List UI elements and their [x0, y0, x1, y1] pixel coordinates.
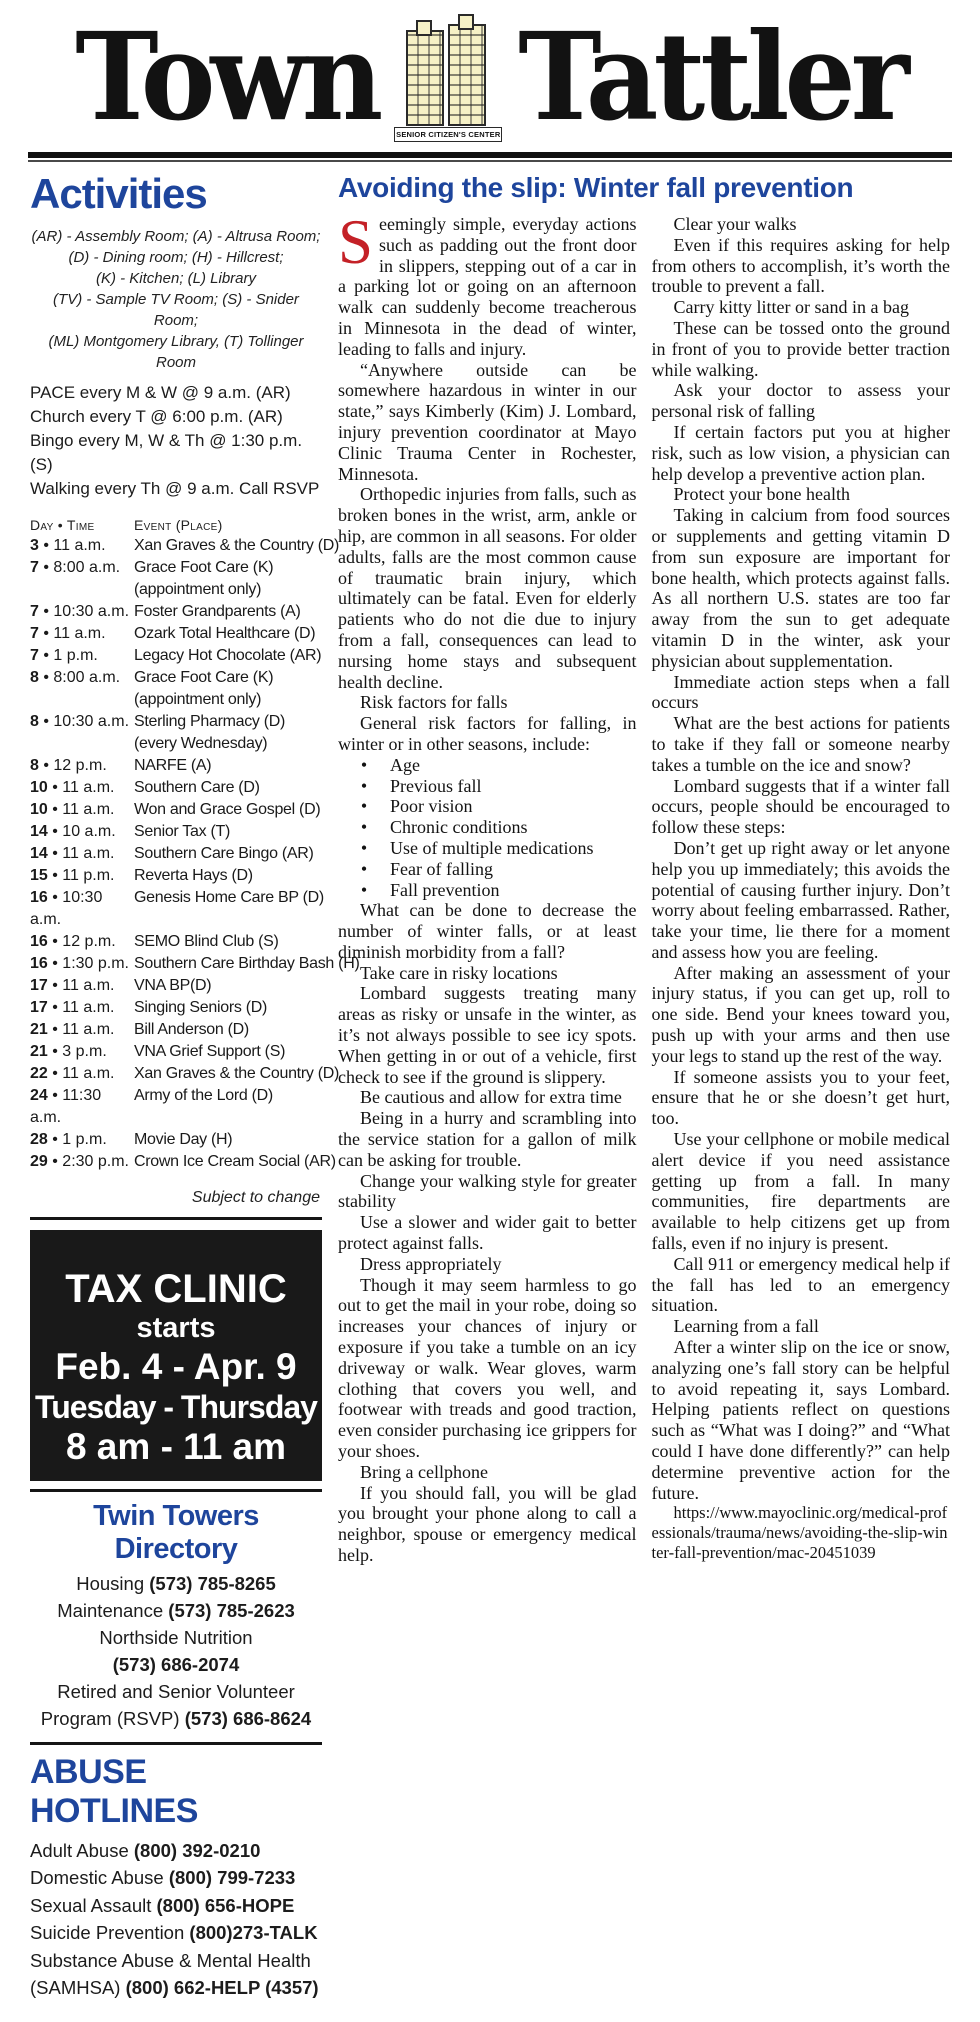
- legend-line: (K) - Kitchen; (L) Library: [95, 270, 257, 287]
- masthead-title-left: Town: [75, 6, 379, 149]
- table-row: [30, 975, 322, 997]
- schedule-header-daytime: Day • Time: [30, 517, 95, 533]
- directory-lines: [30, 1570, 322, 1732]
- cell-day-time: 29 • 2:30 p.m.: [30, 1153, 129, 1170]
- table-row: [30, 601, 322, 623]
- paragraph: Take care in risky locations: [360, 962, 558, 983]
- paragraph: Orthopedic injuries from falls, such as broken bones in the wrist, arm, ankle or hip, are common in all seasons. For older adults, falls are the most common cause of traumatic brain injury, which ultimately can be fatal. Even for elderly patients who do not die due to injury from a fall, consequences can lead to nursing home stays and subsequent health decline.: [338, 484, 637, 692]
- cell-day-time: 22 • 11 a.m.: [30, 1065, 115, 1082]
- paragraph: General risk factors for falling, in winter or in other seasons, include:: [338, 713, 637, 754]
- legend-line: (AR) - Assembly Room; (A) - Altrusa Room;: [31, 228, 321, 245]
- list-item: Northside Nutrition: [99, 1626, 253, 1648]
- bullet-item: • Chronic conditions: [360, 817, 528, 838]
- subject-to-change-note: Subject to change: [191, 1189, 320, 1206]
- cell-event: Reverta Hays (D): [134, 867, 253, 884]
- table-row: [30, 1063, 340, 1085]
- table-row: [30, 931, 322, 953]
- table-row: [30, 667, 322, 689]
- article-title: Avoiding the slip: Winter fall prevention: [338, 172, 854, 203]
- article: [338, 168, 950, 2002]
- paragraph: Lombard suggests treating many areas as risky or unsafe in the winter, as it’s not always possible to see icy spots. When getting in or out of a vehicle, first check to see if the ground is slippery.: [338, 983, 637, 1087]
- directory-section: [30, 1500, 322, 1732]
- twin-towers-icon: [392, 14, 504, 142]
- schedule-header-event: Event (Place): [134, 517, 223, 533]
- drop-cap: S: [338, 207, 374, 277]
- table-row: [30, 777, 322, 799]
- paragraph: If someone assists you to your feet, ensure that he or she doesn’t get hurt, too.: [651, 1066, 950, 1129]
- tax-clinic-line: Feb. 4 - Apr. 9: [55, 1346, 297, 1388]
- schedule-rows: [30, 535, 360, 1173]
- article-column-2: [652, 214, 951, 1566]
- cell-event: (appointment only): [134, 581, 262, 598]
- cell-event: Grace Foot Care (K): [134, 669, 274, 686]
- tax-clinic-box: [30, 1230, 322, 1481]
- paragraph: Even if this requires asking for help from others to accomplish, it’s worth the trouble to prevent a fall.: [651, 234, 950, 297]
- activities-recurring: [30, 381, 322, 501]
- cell-event: Foster Grandparents (A): [134, 603, 301, 620]
- bullet-item: • Age: [360, 754, 420, 775]
- masthead-title-right: Tattler: [518, 6, 905, 149]
- article-columns: [338, 207, 950, 1566]
- cell-day-time: 7 • 1 p.m.: [30, 647, 98, 664]
- cell-event: (every Wednesday): [134, 735, 268, 752]
- table-row: [30, 557, 322, 579]
- cell-day-time: [30, 579, 134, 601]
- list-item: Maintenance (573) 785-2623: [57, 1599, 295, 1621]
- paragraph: Bring a cellphone: [360, 1461, 488, 1482]
- list-item: Housing (573) 785-8265: [76, 1572, 276, 1594]
- paragraph: Risk factors for falls: [360, 692, 508, 713]
- legend-line: (ML) Montgomery Library, (T) Tollinger Room: [48, 333, 304, 371]
- paragraph: Though it may seem harmless to go out to get the mail in your robe, doing so increases your chances of injury or exposure if you take a tumble on an icy driveway or walk. Wear gloves, warm clothing that covers you well, and footwear with treads and good traction, even consider purchasing ice grippers for your shoes.: [338, 1274, 637, 1462]
- cell-day-time: [30, 733, 134, 755]
- paragraph: Be cautious and allow for extra time: [360, 1087, 622, 1108]
- cell-day-time: 8 • 10:30 a.m.: [30, 713, 130, 730]
- table-row: [30, 887, 322, 931]
- bullet-item: • Use of multiple medications: [360, 837, 594, 858]
- tax-clinic-line: 8 am - 11 am: [65, 1426, 287, 1468]
- sidebar: [30, 168, 360, 2002]
- bullet-item: • Poor vision: [360, 796, 473, 817]
- paragraph: These can be tossed onto the ground in front of you to provide better traction while walking.: [651, 317, 950, 380]
- tower-left-icon: [406, 30, 444, 126]
- activities-legend: [30, 226, 322, 373]
- recurring-line: PACE every M & W @ 9 a.m. (AR): [30, 383, 291, 402]
- paragraph: “Anywhere outside can be somewhere hazardous in winter in our state,” says Kimberly (Kim) J. Lombard, injury prevention coordinator at Mayo Clinic Trauma Center in Rochester, Minnesota.: [338, 359, 637, 484]
- paragraph: If you should fall, you will be glad you brought your phone along to call a neighbor, spouse or emergency medical help.: [338, 1482, 637, 1565]
- cell-day-time: 10 • 11 a.m.: [30, 801, 115, 818]
- paragraph: Seemingly simple, everyday actions such as padding out the front door in slippers, stepping out of a car in a parking lot or going on an afternoon walk can suddenly become treacherous in Minnesota in the dead of winter, leading to falls and injury.: [338, 207, 637, 359]
- section-divider: [30, 1217, 322, 1220]
- recurring-line: Church every T @ 6:00 p.m. (AR): [30, 407, 283, 426]
- cell-event: Ozark Total Healthcare (D): [134, 625, 316, 642]
- cell-event: (appointment only): [134, 691, 262, 708]
- paragraph: Protect your bone health: [673, 484, 850, 505]
- tower-right-icon: [448, 24, 486, 126]
- cell-event: Grace Foot Care (K): [134, 559, 274, 576]
- cell-day-time: 21 • 3 p.m.: [30, 1043, 107, 1060]
- table-row: [30, 579, 322, 601]
- cell-day-time: 24 • 11:30 a.m.: [30, 1087, 102, 1126]
- cell-event: Senior Tax (T): [134, 823, 230, 840]
- schedule-header: [30, 517, 322, 533]
- table-row: [30, 535, 340, 557]
- cell-day-time: 8 • 12 p.m.: [30, 757, 107, 774]
- table-row: [30, 821, 322, 843]
- cell-day-time: 10 • 11 a.m.: [30, 779, 115, 796]
- list-item: (573) 686-2074: [112, 1653, 240, 1675]
- list-item: Suicide Prevention (800)273-TALK: [30, 1922, 318, 1944]
- list-item: Program (RSVP) (573) 686-8624: [40, 1707, 312, 1729]
- paragraph: What are the best actions for patients to take if they fall or someone nearby takes a tumble on the ice and snow?: [651, 713, 950, 775]
- cell-event: Bill Anderson (D): [134, 1021, 249, 1038]
- paragraph: Taking in calcium from food sources or supplements and getting vitamin D from sun exposure are important for bone health, which protects against falls. As all northern U.S. states are too far away from the sun to get adequate vitamin D in the winter, ask your physician about supplementation.: [651, 505, 950, 671]
- paragraph: After making an assessment of your injury status, if you can get up, roll to one side. Bend your knees toward you, push up with your arms and then use your legs to stand up the rest of the way.: [651, 962, 950, 1066]
- tax-clinic-line: starts: [136, 1312, 216, 1345]
- bullet-item: • Fall prevention: [360, 879, 500, 900]
- cell-event: Southern Care Bingo (AR): [134, 845, 314, 862]
- legend-line: (D) - Dining room; (H) - Hillcrest;: [68, 249, 284, 266]
- table-row: [30, 711, 322, 733]
- table-row: [30, 1041, 322, 1063]
- paragraph: What can be done to decrease the number of winter falls, or at least diminish morbidity from a fall?: [338, 900, 637, 962]
- tax-clinic-line: Tuesday - Thursday: [35, 1388, 317, 1425]
- paragraph: Carry kitty litter or sand in a bag: [673, 297, 909, 318]
- list-item: Retired and Senior Volunteer: [57, 1680, 295, 1702]
- cell-day-time: 16 • 10:30 a.m.: [30, 889, 103, 928]
- table-row: [30, 953, 360, 975]
- cell-day-time: 8 • 8:00 a.m.: [30, 669, 121, 686]
- list-item: (SAMHSA) (800) 662-HELP (4357): [30, 1977, 319, 1999]
- cell-event: Genesis Home Care BP (D): [134, 889, 324, 906]
- cell-event: Won and Grace Gospel (D): [134, 801, 321, 818]
- cell-event: Crown Ice Cream Social (AR): [134, 1153, 336, 1170]
- cell-day-time: 7 • 10:30 a.m.: [30, 603, 130, 620]
- cell-event: Southern Care Birthday Bash (H): [134, 955, 360, 972]
- section-divider: [30, 1489, 322, 1492]
- cell-event: NARFE (A): [134, 757, 212, 774]
- cell-event: Xan Graves & the Country (D): [134, 1065, 340, 1082]
- cell-day-time: 16 • 1:30 p.m.: [30, 955, 129, 972]
- cell-day-time: 14 • 11 a.m.: [30, 845, 115, 862]
- paragraph: Use a slower and wider gait to better protect against falls.: [338, 1212, 637, 1254]
- table-row: [30, 1019, 322, 1041]
- list-item: Substance Abuse & Mental Health: [30, 1949, 311, 1971]
- cell-event: SEMO Blind Club (S): [134, 933, 279, 950]
- directory-heading: Twin Towers Directory: [93, 1499, 259, 1565]
- hotlines-heading: ABUSE HOTLINES: [30, 1752, 198, 1830]
- page-content: [0, 162, 980, 2022]
- cell-event: Army of the Lord (D): [134, 1087, 273, 1104]
- cell-day-time: 17 • 11 a.m.: [30, 977, 115, 994]
- table-row: [30, 1085, 322, 1129]
- table-row: [30, 997, 322, 1019]
- table-row: [30, 623, 322, 645]
- cell-day-time: 17 • 11 a.m.: [30, 999, 115, 1016]
- cell-event: Sterling Pharmacy (D): [134, 713, 286, 730]
- cell-event: Movie Day (H): [134, 1131, 233, 1148]
- article-column-1: [338, 207, 637, 1566]
- cell-event: Singing Seniors (D): [134, 999, 268, 1016]
- paragraph: Dress appropriately: [360, 1253, 502, 1274]
- table-row: [30, 755, 322, 777]
- cell-event: Xan Graves & the Country (D): [134, 537, 340, 554]
- paragraph: Clear your walks: [673, 214, 797, 234]
- paragraph: Ask your doctor to assess your personal risk of falling: [651, 380, 950, 422]
- hotlines-section: [30, 1753, 322, 2002]
- table-row: [30, 1151, 336, 1173]
- cell-day-time: 21 • 11 a.m.: [30, 1021, 115, 1038]
- table-row: [30, 689, 322, 711]
- legend-line: (TV) - Sample TV Room; (S) - Snider Room;: [53, 291, 299, 329]
- cell-day-time: 7 • 8:00 a.m.: [30, 559, 121, 576]
- paragraph: Lombard suggests that if a winter fall occurs, people should be encouraged to follow these steps:: [651, 775, 950, 838]
- cell-day-time: 15 • 11 p.m.: [30, 867, 115, 884]
- tower-icon-label: SENIOR CITIZEN'S CENTER: [394, 127, 502, 142]
- paragraph: Being in a hurry and scrambling into the service station for a gallon of milk can be asking for trouble.: [338, 1108, 637, 1170]
- table-row: [30, 799, 322, 821]
- bullet-item: • Previous fall: [360, 775, 482, 796]
- cell-day-time: 16 • 12 p.m.: [30, 933, 116, 950]
- table-row: [30, 1129, 322, 1151]
- table-row: [30, 865, 322, 887]
- bullet-item: • Fear of falling: [360, 858, 493, 879]
- masthead: [0, 0, 980, 148]
- cell-event: VNA BP(D): [134, 977, 212, 994]
- table-row: [30, 645, 322, 667]
- section-divider: [30, 1742, 322, 1745]
- paragraph: Use your cellphone or mobile medical alert device if you need assistance getting up from a fall. In many communities, fire departments are available to help citizens get up from falls, even if no injury is present.: [651, 1129, 950, 1254]
- cell-day-time: 28 • 1 p.m.: [30, 1131, 107, 1148]
- tax-clinic-line: TAX CLINIC: [65, 1267, 287, 1311]
- cell-day-time: 7 • 11 a.m.: [30, 625, 106, 642]
- paragraph: After a winter slip on the ice or snow, analyzing one’s fall story can be helpful to avoid repeating it, says Lombard. Helping patients reflect on questions such as “What was I doing?” and “What could I have done differently?” can help determine preventive action for the future.: [651, 1337, 950, 1503]
- paragraph: https://www.mayoclinic.org/medical-professionals/trauma/news/avoiding-the-slip-winter-fall-prevention/mac-20451039: [651, 1503, 948, 1563]
- hotline-lines: [30, 1837, 322, 2002]
- paragraph: Don’t get up right away or let anyone help you up immediately; this avoids the potential of causing further injury. Don’t worry about feeling embarrassed. Rather, take your time, lie there for a moment and assess how you are feeling.: [651, 837, 950, 962]
- cell-day-time: 14 • 10 a.m.: [30, 823, 116, 840]
- recurring-line: Walking every Th @ 9 a.m. Call RSVP: [30, 479, 320, 498]
- list-item: Domestic Abuse (800) 799-7233: [30, 1867, 296, 1889]
- cell-event: Legacy Hot Chocolate (AR): [134, 647, 322, 664]
- paragraph: Learning from a fall: [673, 1316, 819, 1337]
- paragraph: Immediate action steps when a fall occurs: [651, 671, 950, 713]
- cell-event: VNA Grief Support (S): [134, 1043, 286, 1060]
- table-row: [30, 843, 322, 865]
- masthead-rule-thick: [28, 152, 952, 158]
- paragraph: Call 911 or emergency medical help if the fall has led to an emergency situation.: [651, 1253, 950, 1316]
- paragraph: Change your walking style for greater stability: [338, 1170, 637, 1212]
- cell-event: Southern Care (D): [134, 779, 260, 796]
- table-row: [30, 733, 322, 755]
- list-item: Adult Abuse (800) 392-0210: [30, 1839, 261, 1861]
- recurring-line: Bingo every M, W & Th @ 1:30 p.m. (S): [30, 431, 303, 474]
- cell-day-time: 3 • 11 a.m.: [30, 537, 106, 554]
- cell-day-time: [30, 689, 134, 711]
- list-item: Sexual Assault (800) 656-HOPE: [30, 1894, 295, 1916]
- activities-heading: Activities: [30, 170, 207, 217]
- paragraph: If certain factors put you at higher risk, such as low vision, a physician can help develop a preventive action plan.: [651, 421, 950, 484]
